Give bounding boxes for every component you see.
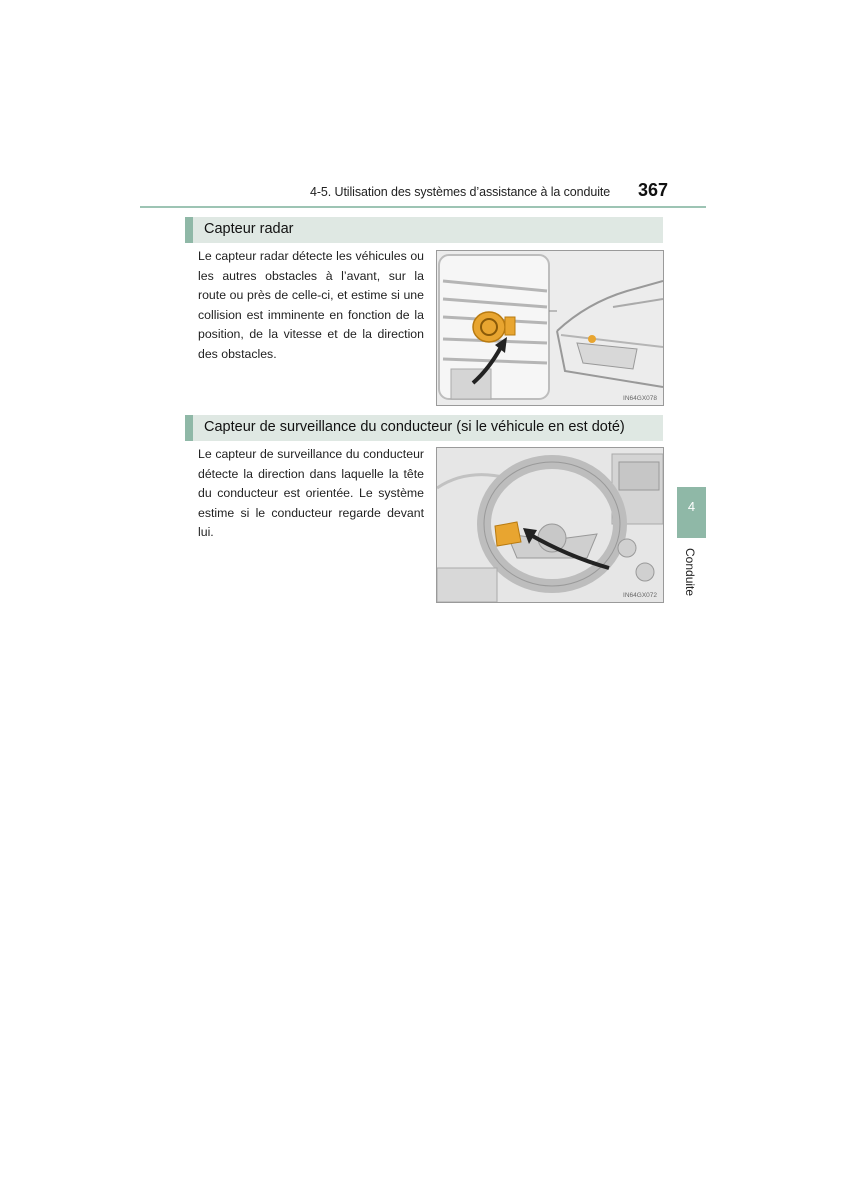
running-header: 4-5. Utilisation des systèmes d’assistance à la conduite — [310, 185, 611, 199]
driver-monitor-illustration — [436, 447, 664, 603]
section-heading-radar — [185, 217, 663, 243]
page-number: 367 — [638, 180, 669, 200]
driver-monitor-description: Le capteur de surveillance du conducteur détecte la direction dans laquelle la tête du conducteur est orientée. Le système estime si le conducteur regarde devant lui. — [198, 447, 424, 539]
figure-code: IN64GX072 — [623, 592, 657, 599]
figure-code: IN64GX078 — [623, 395, 657, 402]
chapter-label: Conduite — [683, 548, 697, 597]
radar-sensor-illustration — [436, 250, 664, 406]
radar-description: Le capteur radar détecte les véhicules ou les autres obstacles à l’avant, sur la route ou près de celle-ci, et estime si une collision est imminente en fonction de la position, de la vitesse et de la direction des obstacles. — [198, 249, 424, 361]
chapter-tab — [677, 487, 706, 538]
section-title: Capteur radar — [204, 221, 294, 237]
radar-sensor-drawing — [437, 251, 663, 405]
driver-monitor-drawing — [437, 448, 663, 602]
section-title: Capteur de surveillance du conducteur (si le véhicule en est doté) — [204, 419, 625, 435]
section-heading-driver-monitor — [185, 415, 663, 441]
chapter-number: 4 — [687, 499, 696, 514]
header-divider — [140, 206, 706, 208]
